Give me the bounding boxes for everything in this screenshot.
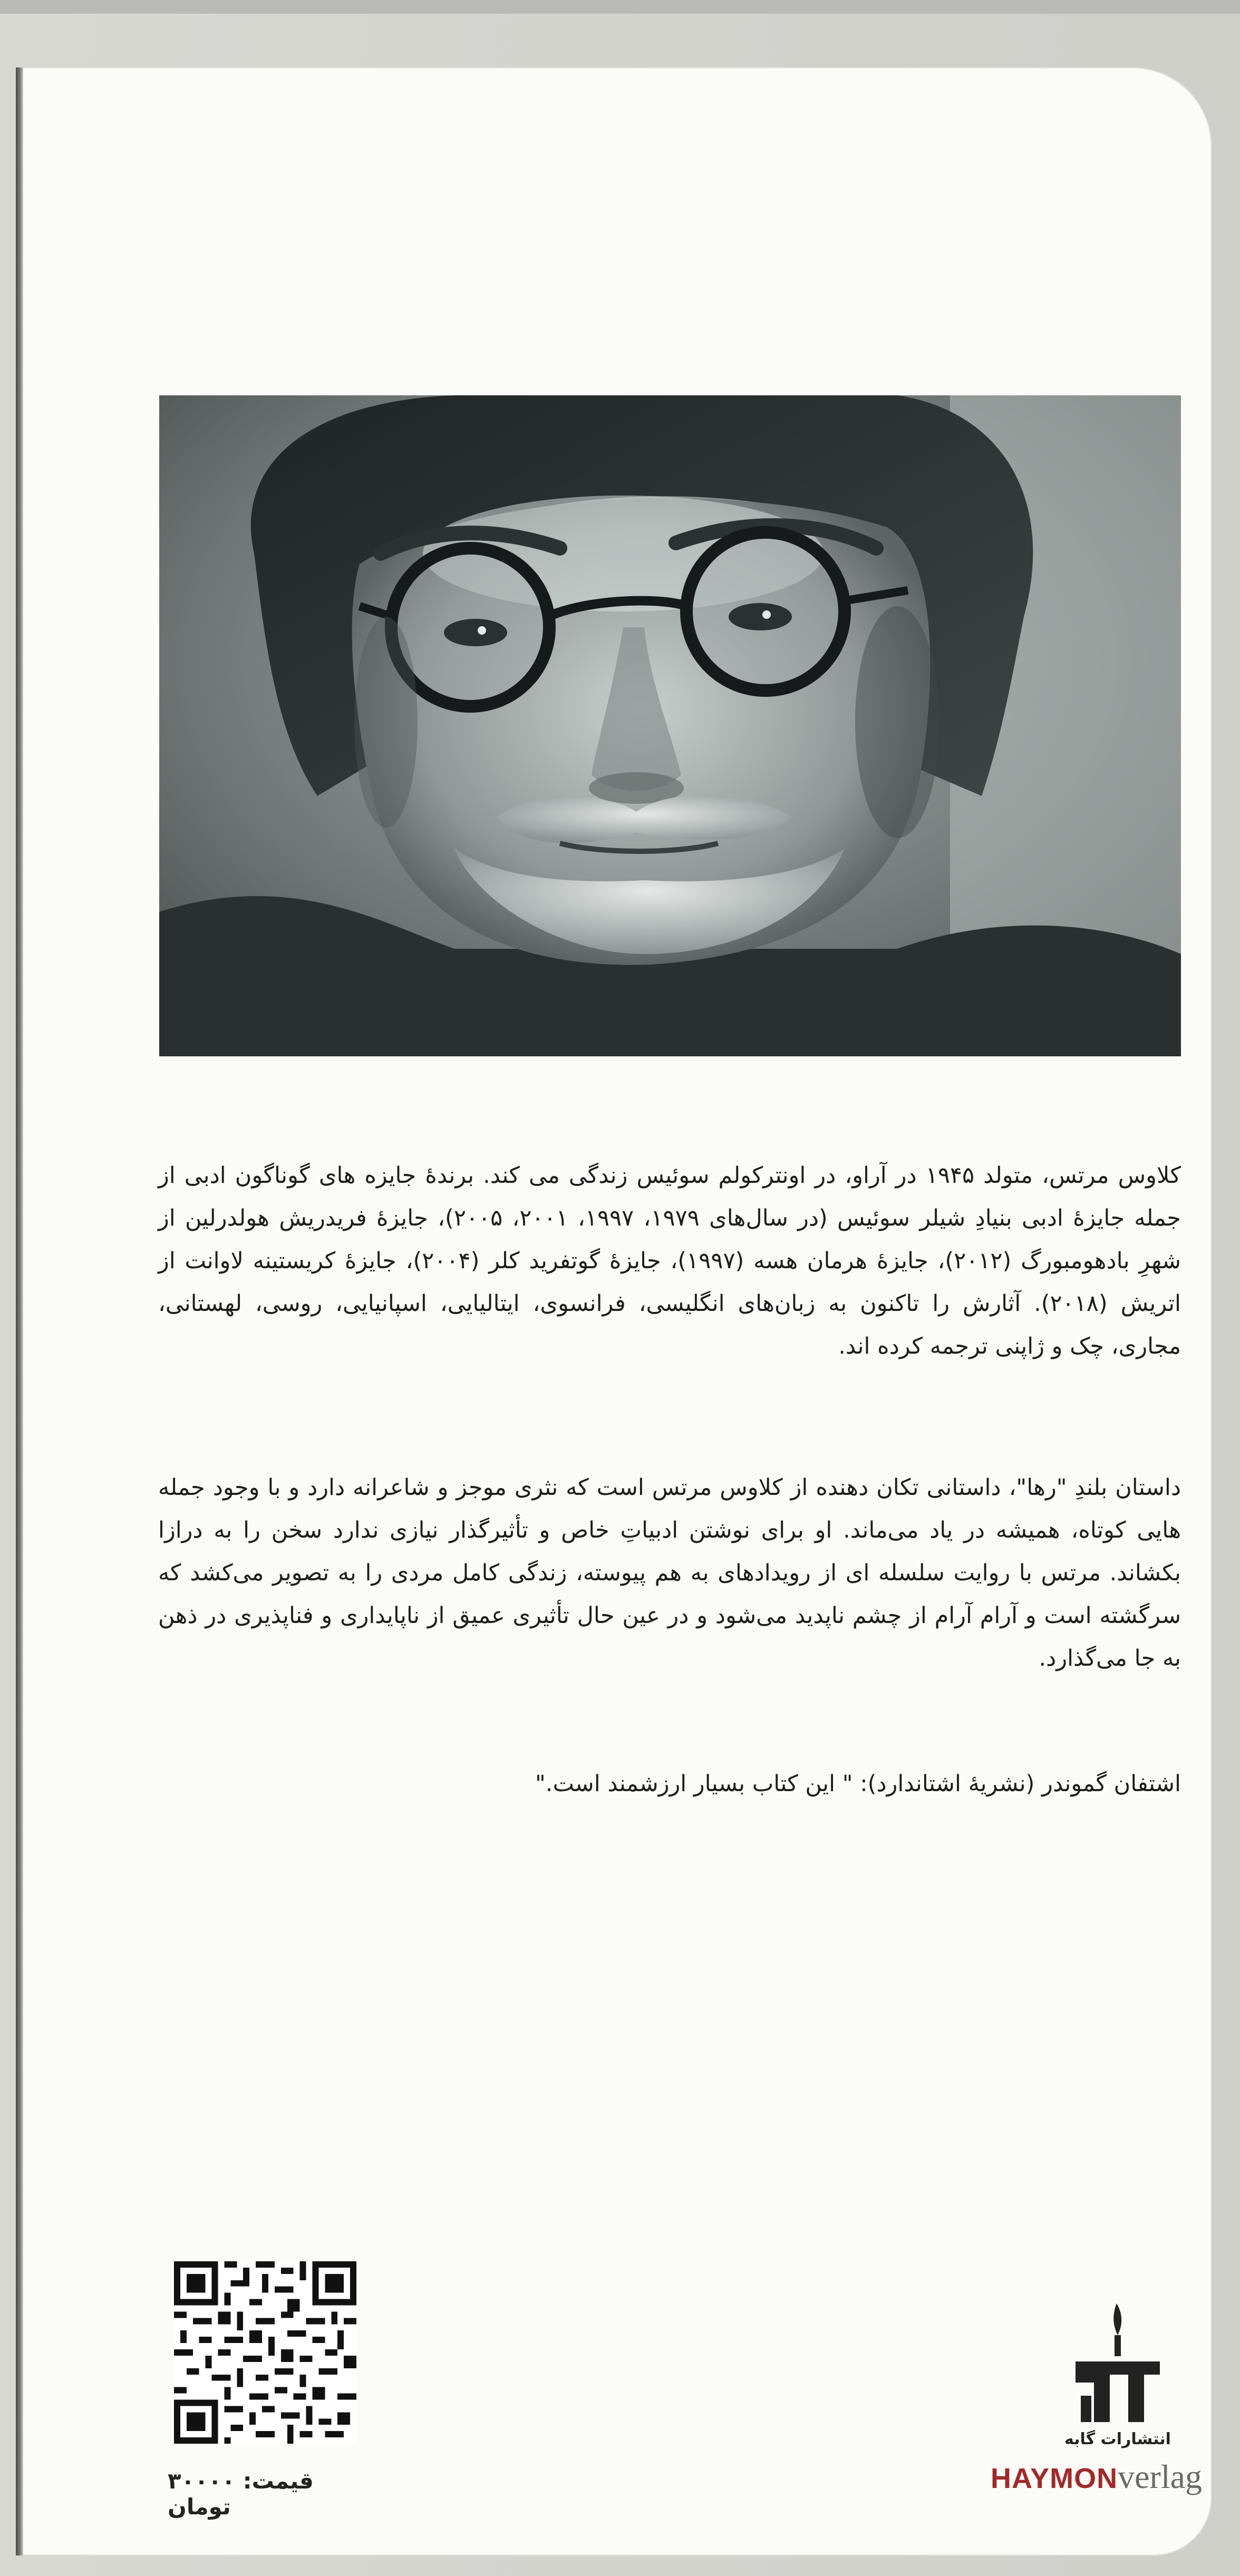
- scan-top-edge: [0, 0, 1240, 14]
- verlag-brand: verlag: [1118, 2458, 1202, 2495]
- publisher-persian-name: انتشارات گابه: [1064, 2430, 1171, 2448]
- publisher-pen-logo-icon: [1060, 2298, 1176, 2430]
- author-bio-paragraph: کلاوس مرتس، متولد ۱۹۴۵ در آراو، در اونترکولم سوئیس زندگی می کند. برندهٔ جایزه های گوناگون ادبی از جمله جایزهٔ ادبی بنیادِ شیلر سوئیس (در سال‌های ۱۹۷۹، ۱۹۹۷، ۲۰۰۱، ۲۰۰۵)، جایزهٔ فریدریش هولدرلین از شهرِ بادهومبورگ (۲۰۱۲)، جایزهٔ هرمان هسه (۱۹۹۷)، جایزهٔ گوتفرید کلر (۲۰۰۴)، جایزهٔ کریستینه لاوانت از اتریش (۲۰۱۸). آثارش را تاکنون به زبان‌های انگلیسی، فرانسوی، ایتالیایی، اسپانیایی، روسی، لهستانی، مجاری، چک و ژاپنی ترجمه کرده اند.: [158, 1162, 1181, 1359]
- book-summary-paragraph: داستان بلندِ "رها"، داستانی تکان دهنده از کلاوس مرتس است که نثری موجز و شاعرانه دارد و با وجود جمله هایی کوتاه، همیشه در یاد می‌ماند. او برای نوشتن ادبیاتِ خاص و تأثیرگذار نیازی ندارد سخن را به درازا بکشاند. مرتس با روایت سلسله ای از رویدادهای به هم پیوسته، زندگی کامل مردی را به تصویر می‌کشد که سرگشته است و آرام آرام از چشم ناپدید می‌شود و در عین حال تأثیری عمیق از ناپایداری و فناپذیری در ذهن به جا می‌گذارد.: [158, 1474, 1181, 1671]
- price-label: قیمت: ۳۰۰۰۰ تومان: [168, 2468, 314, 2520]
- book-spine-edge: [16, 67, 23, 2555]
- author-portrait-photo: [159, 395, 1181, 1056]
- haymon-brand: HAYMON: [991, 2463, 1118, 2494]
- qr-code: [174, 2261, 356, 2444]
- haymon-verlag-logo: [970, 2457, 1202, 2496]
- review-quote: اشتفان گموندر (نشریهٔ اشتاندارد): " این کتاب بسیار ارزشمند است.": [535, 1771, 1181, 1797]
